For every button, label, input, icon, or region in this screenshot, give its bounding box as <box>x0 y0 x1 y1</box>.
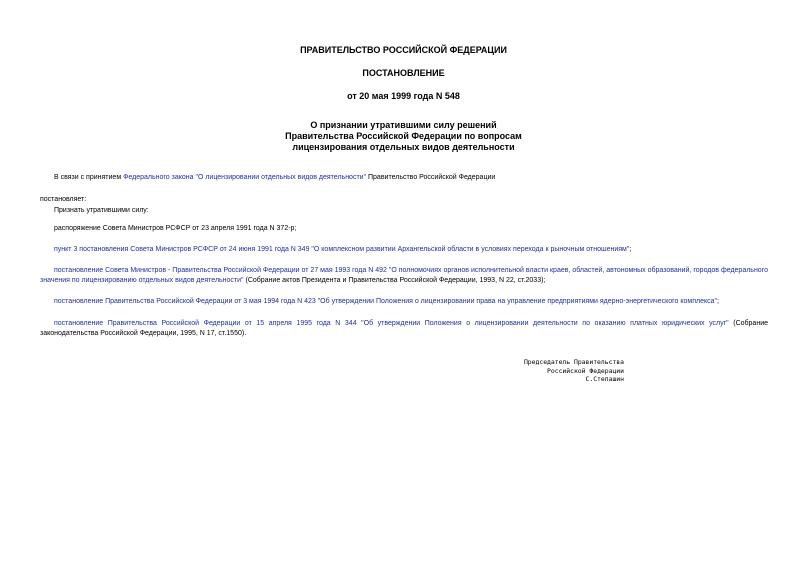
doc-type-heading: ПОСТАНОВЛЕНИЕ <box>362 68 445 78</box>
signature-country: Российской Федерации <box>547 366 624 375</box>
federal-law-link[interactable]: Федерального закона "О лицензировании отдельных видов деятельности" <box>123 174 367 181</box>
item-3: постановление Совета Министров - Правительства Российской Федерации от 27 мая 1993 года N 492 "О полномочиях органов исполнительной власти краев, областей, автономных образований, городов федерального значения по лицензированию отдельных видов деятельности" (Собрание актов Президента и Правительства Российской Федерации, 1993, N 22, ст.2033); <box>40 267 768 284</box>
signature-title: Председатель Правительства <box>523 358 624 366</box>
doc-title-line-3: лицензирования отдельных видов деятельности <box>292 142 515 152</box>
item-2-link[interactable]: пункт 3 постановления Совета Министров РСФСР от 24 июня 1991 года N 349 "О комплексном развитии Архангельской области в условиях перехода к рыночным отношениям" <box>54 246 630 253</box>
item-2: пункт 3 постановления Совета Министров РСФСР от 24 июня 1991 года N 349 "О комплексном развитии Архангельской области в условиях перехода к рыночным отношениям"; <box>54 246 632 253</box>
doc-title-line-1: О признании утратившими силу решений <box>310 120 497 130</box>
item-4: постановление Правительства Российской Федерации от 3 мая 1994 года N 423 "Об утверждении Положения о лицензировании права на управление предприятиями ядерно-энергетического комплекса"; <box>54 298 719 305</box>
doc-title-line-2: Правительства Российской Федерации по вопросам <box>285 131 522 141</box>
government-heading: ПРАВИТЕЛЬСТВО РОССИЙСКОЙ ФЕДЕРАЦИИ <box>300 45 507 55</box>
item-1: распоряжение Совета Министров РСФСР от 23 апреля 1991 года N 372-р; <box>54 225 297 232</box>
item-4-link[interactable]: постановление Правительства Российской Федерации от 3 мая 1994 года N 423 "Об утверждении Положения о лицензировании права на управление предприятиями ядерно-энергетического комплекса" <box>54 298 717 305</box>
item-3-link[interactable]: постановление Совета Министров - Правительства Российской Федерации от 27 мая 1993 года N 492 "О полномочиях органов исполнительной власти краев, областей, автономных образований, городов федерального значения по лицензированию отдельных видов деятельности" <box>40 267 768 284</box>
date-number-heading: от 20 мая 1999 года N 548 <box>347 91 460 101</box>
intro-paragraph <box>40 173 740 183</box>
item-5-link[interactable]: постановление Правительства Российской Федерации от 15 апреля 1995 года N 344 "Об утверждении Положения о лицензировании деятельности по оказанию платных юридических услуг" <box>54 320 729 327</box>
item-5: постановление Правительства Российской Федерации от 15 апреля 1995 года N 344 "Об утверждении Положения о лицензировании деятельности по оказанию платных юридических услуг" (Собрание законодательства Российской Федерации, 1995, N 17, ст.1550). <box>40 320 768 337</box>
resolves-text: постановляет: <box>40 196 87 203</box>
intro-prefix: В связи с принятием <box>54 174 124 181</box>
signature-block <box>470 358 624 384</box>
intro-suffix: Правительство Российской Федерации <box>366 174 496 181</box>
signature-name: С.Степашин <box>585 375 624 384</box>
declare-text: Признать утратившими силу: <box>54 207 149 214</box>
